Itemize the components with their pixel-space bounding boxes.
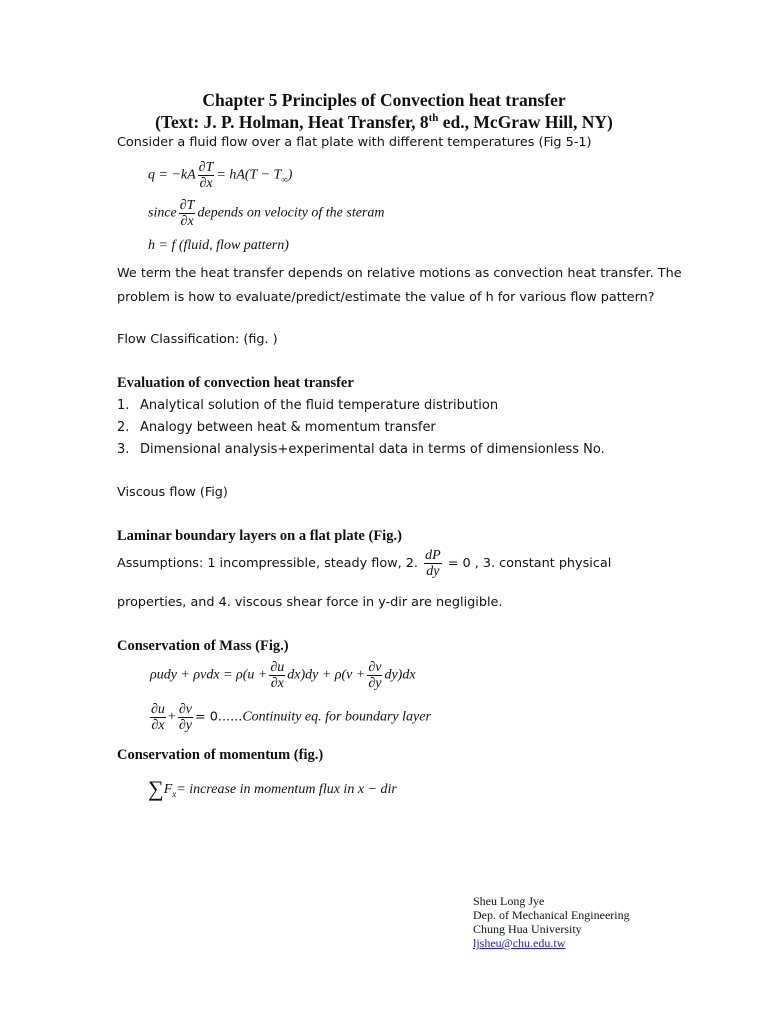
edition-superscript: th	[428, 112, 439, 124]
eq2-tail: depends on velocity of the steram	[197, 205, 385, 221]
eq2-den: ∂x	[180, 214, 194, 229]
paragraph-line-2: problem is how to evaluate/predict/estimate the value of h for various flow pattern?	[117, 290, 655, 305]
paragraph-line-1: We term the heat transfer depends on relative motions as convection heat transfer. The	[117, 266, 682, 281]
equation-since	[148, 198, 385, 229]
author-university: Chung Hua University	[473, 922, 582, 936]
text-reference	[0, 112, 768, 133]
laminar-heading: Laminar boundary layers on a flat plate (Fig.)	[117, 528, 402, 544]
cont-d1: ∂x	[151, 718, 165, 733]
mass-eq-d1: ∂x	[270, 676, 284, 691]
cont-tail: = 0......	[194, 709, 243, 725]
cont-n2: ∂v	[178, 702, 192, 717]
eq1-close: )	[287, 167, 293, 183]
equation-heat-flux	[148, 160, 292, 191]
momentum-heading: Conservation of momentum (fig.)	[117, 747, 324, 763]
mass-eq-b: dx)dy + ρ(v +	[287, 667, 366, 683]
eq1-lhs: q = −kA	[148, 167, 196, 183]
eq1-sub: ∞	[281, 174, 288, 185]
viscous-flow: Viscous flow (Fig)	[117, 485, 228, 500]
cont-label: Continuity eq. for boundary layer	[242, 709, 431, 725]
force-sub: x	[172, 788, 177, 799]
list-text: Analytical solution of the fluid temperature distribution	[140, 398, 499, 413]
list-text: Analogy between heat & momentum transfer	[140, 420, 436, 435]
eq1-den: ∂x	[199, 176, 213, 191]
mass-eq-d2: ∂y	[368, 676, 382, 691]
mass-eq-n1: ∂u	[270, 660, 285, 675]
assumptions-line-1	[117, 548, 611, 579]
equation-h: h = f (fluid, flow pattern)	[148, 238, 289, 253]
eq2-lead: since	[148, 205, 177, 221]
flow-classification: Flow Classification: (fig. )	[117, 332, 278, 347]
eq1-rhs: = hA(T − T	[216, 167, 282, 183]
list-item	[117, 442, 605, 464]
dy-den: dy	[426, 564, 440, 579]
assumptions-tail: = 0 , 3. constant physical	[447, 556, 612, 571]
dp-num: dP	[425, 548, 441, 563]
list-item	[117, 420, 605, 442]
eq1-num: ∂T	[198, 160, 214, 175]
assumptions-lead: Assumptions: 1 incompressible, steady flow, 2.	[117, 556, 418, 571]
evaluation-list	[117, 398, 605, 464]
mass-equation	[150, 660, 416, 691]
momentum-text: = increase in momentum flux in x − dir	[176, 782, 397, 797]
list-index: 3.	[117, 442, 130, 457]
author-department: Dep. of Mechanical Engineering	[473, 908, 630, 922]
text-reference-part1: (Text: J. P. Holman, Heat Transfer, 8	[155, 112, 429, 132]
force-f: F	[163, 782, 173, 797]
mass-eq-c: dy)dx	[384, 667, 416, 683]
evaluation-heading: Evaluation of convection heat transfer	[117, 375, 354, 391]
cont-d2: ∂y	[178, 718, 192, 733]
text-reference-part2: ed., McGraw Hill, NY)	[438, 112, 613, 132]
mass-eq-n2: ∂v	[368, 660, 382, 675]
assumptions-line-2: properties, and 4. viscous shear force in y-dir are negligible.	[117, 595, 503, 610]
mass-heading: Conservation of Mass (Fig.)	[117, 638, 289, 654]
author-email-link[interactable]: ljsheu@chu.edu.tw	[473, 936, 566, 950]
sum-symbol: ∑	[148, 776, 164, 801]
author-name: Sheu Long Jye	[473, 894, 545, 908]
mass-eq-a: ρudy + ρvdx = ρ(u +	[150, 667, 268, 683]
eq2-num: ∂T	[179, 198, 195, 213]
list-index: 2.	[117, 420, 130, 435]
cont-n1: ∂u	[151, 702, 165, 717]
list-text: Dimensional analysis+experimental data in terms of dimensionless No.	[140, 442, 605, 457]
signature-block	[473, 894, 630, 950]
intro-text: Consider a fluid flow over a flat plate with different temperatures (Fig 5-1)	[117, 135, 592, 150]
momentum-equation	[148, 776, 397, 802]
list-item	[117, 398, 605, 420]
continuity-equation	[148, 702, 431, 733]
list-index: 1.	[117, 398, 130, 413]
cont-plus: +	[167, 709, 176, 725]
chapter-title: Chapter 5 Principles of Convection heat transfer	[202, 90, 566, 110]
